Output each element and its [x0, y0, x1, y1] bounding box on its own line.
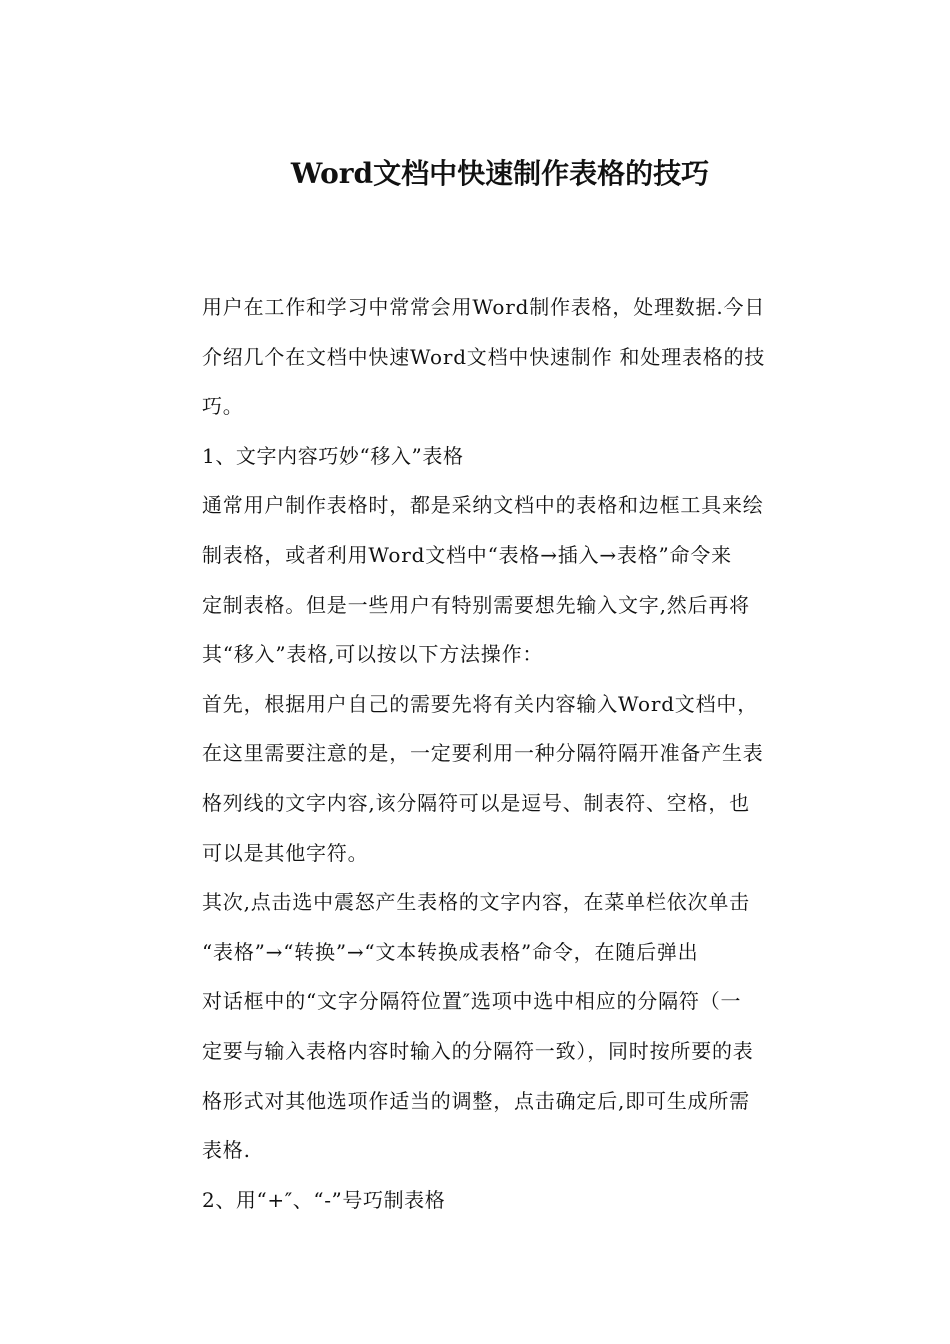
body-line: 格列线的文字内容,该分隔符可以是逗号、制表符、空格，也 [202, 790, 750, 815]
body-line: 其“移入”表格,可以按以下方法操作： [202, 642, 544, 667]
body-line: 对话框中的“文字分隔符位置″选项中选中相应的分隔符（一 [202, 989, 742, 1014]
body-line: 定制表格。但是一些用户有特别需要想先输入文字,然后再将 [202, 592, 750, 617]
body-line: 其次,点击选中震怒产生表格的文字内容，在菜单栏依次单击 [202, 890, 750, 915]
body-line: 可以是其他字符。 [202, 840, 369, 865]
section-heading: 1、文字内容巧妙“移入”表格 [202, 443, 464, 468]
body-line: 用户在工作和学习中常常会用Word制作表格，处理数据.今日 [202, 295, 766, 319]
document-body [202, 283, 810, 1225]
body-line: 在这里需要注意的是，一定要利用一种分隔符隔开准备产生表 [202, 741, 764, 766]
body-line: 介绍几个在文档中快速Word文档中快速制作 和处理表格的技 [202, 344, 766, 369]
body-line: “表格”→“转换”→“文本转换成表格”命令，在随后弹出 [202, 939, 699, 964]
document-title: Word文档中快速制作表格的技巧 [290, 157, 710, 190]
body-line: 巧。 [202, 394, 244, 419]
body-line: 制表格，或者利用Word文档中“表格→插入→表格”命令来 [202, 542, 732, 567]
section-heading: 2、用“+″、“-”号巧制表格 [202, 1187, 446, 1212]
body-line: 表格. [202, 1138, 251, 1163]
body-line: 首先，根据用户自己的需要先将有关内容输入Word文档中， [202, 691, 759, 716]
body-line: 格形式对其他选项作适当的调整，点击确定后,即可生成所需 [202, 1088, 750, 1113]
body-line: 通常用户制作表格时，都是采纳文档中的表格和边框工具来绘 [202, 493, 764, 518]
body-line: 定要与输入表格内容时输入的分隔符一致），同时按所要的表 [202, 1038, 754, 1063]
